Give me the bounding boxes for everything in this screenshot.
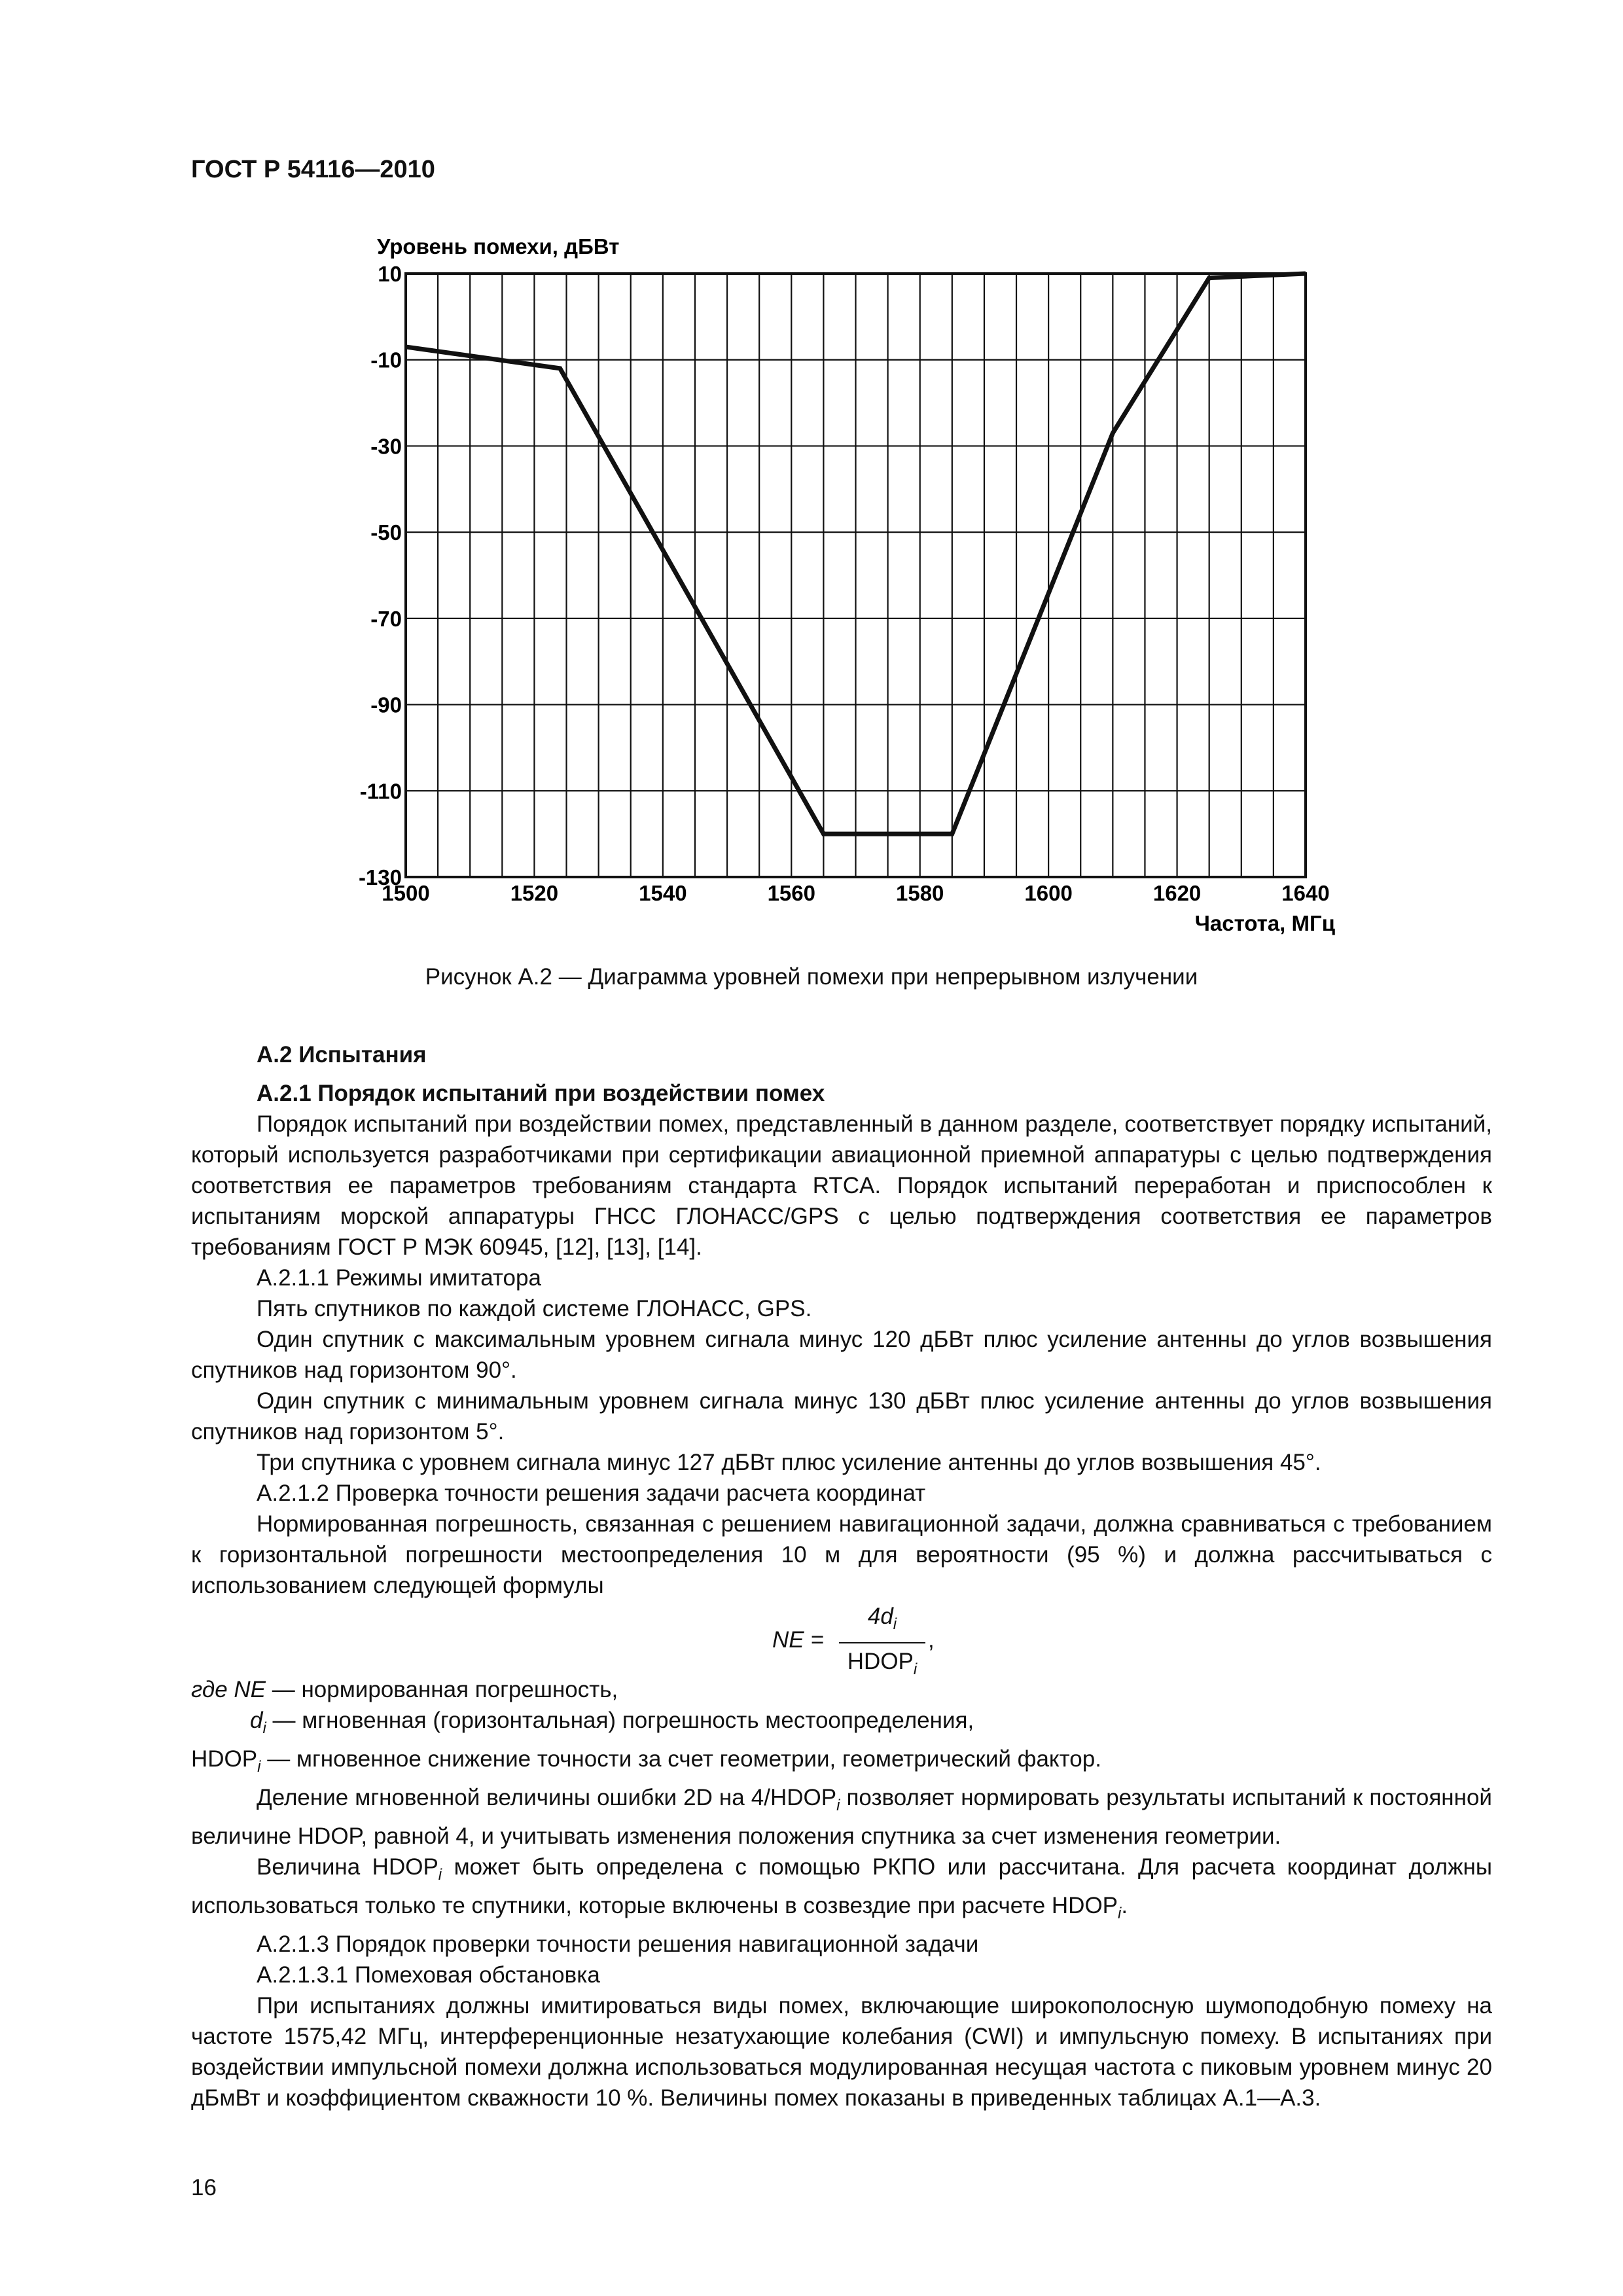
x-tick-label: 1640	[1281, 881, 1330, 905]
paragraph-interference-environment: При испытаниях должны имитироваться виды помех, включающие широкополосную шумоподобную помеху на частоте 1575,42 МГц, интерференционные незатухающие колебания (CWI) и импульсную помеху. В испытаниях при воздействии импульсной помехи должна использоваться модулированная несущая частота с пиковым уровнем минус 20 дБмВт и коэффициентом скважности 10 %. Величины помех показаны в приведенных таблицах А.1—А.3.	[191, 1993, 1492, 2111]
paragraph-five-satellites: Пять спутников по каждой системе ГЛОНАСС, GPS.	[257, 1296, 812, 1321]
x-tick-label: 1520	[510, 881, 559, 905]
formula-lhs: NE =	[772, 1627, 824, 1653]
figure-caption: Рисунок А.2 — Диаграмма уровней помехи при непрерывном излучении	[425, 964, 1198, 990]
x-tick-label: 1580	[896, 881, 944, 905]
y-tick-label: 10	[378, 262, 402, 286]
formula-numerator: $4d_i$	[839, 1601, 925, 1643]
y-tick-label: -130	[358, 865, 402, 889]
where-d: $d_i$ — мгновенная (горизонтальная) погрешность местоопределения,	[250, 1708, 974, 1737]
subsection-heading: А.2.1 Порядок испытаний при воздействии помех	[257, 1081, 825, 1106]
formula-comma: ,	[928, 1627, 935, 1653]
paragraph-three-satellites: Три спутника с уровнем сигнала минус 127 дБВт плюс усиление антенны до углов возвышения 45°.	[257, 1450, 1321, 1475]
x-tick-label: 1620	[1152, 881, 1202, 905]
paragraph-normalized-error: Нормированная погрешность, связанная с решением навигационной задачи, должна сравниваться с требованием к горизонтальной погрешности местоопределения 10 м для вероятности (95 %) и должна рассчитываться с использованием следующей формулы	[191, 1511, 1492, 1598]
section-heading: А.2 Испытания	[257, 1042, 427, 1067]
clause-a2-1-2: А.2.1.2 Проверка точности решения задачи расчета координат	[257, 1480, 926, 1506]
x-tick-label: 1560	[767, 881, 815, 905]
y-tick-label: -50	[370, 520, 402, 545]
interference-level-chart	[340, 223, 1335, 942]
body-text	[191, 1039, 1492, 2113]
formula-fraction	[839, 1601, 925, 1685]
where-ne: где NE — нормированная погрешность,	[191, 1677, 618, 1702]
x-axis-label: Частота, МГц	[1194, 911, 1335, 935]
document-header: ГОСТ Р 54116—2010	[191, 156, 435, 183]
y-tick-labels	[359, 262, 402, 889]
clause-a2-1-1: А.2.1.1 Режимы имитатора	[257, 1265, 541, 1291]
formula-ne	[191, 1601, 1492, 1678]
y-tick-label: -90	[370, 692, 402, 717]
x-tick-label: 1600	[1024, 881, 1073, 905]
page-number: 16	[191, 2175, 217, 2200]
y-axis-label: Уровень помехи, дБВт	[377, 234, 620, 259]
x-tick-label: 1540	[639, 881, 687, 905]
where-hdop: $HDOP_i$ — мгновенное снижение точности за счет геометрии, геометрический фактор.	[191, 1746, 1101, 1776]
formula-denominator: $HDOP_i$	[847, 1649, 918, 1678]
y-tick-label: -70	[370, 606, 402, 631]
paragraph-satellite-max: Один спутник с максимальным уровнем сигнала минус 120 дБВт плюс усиление антенны до углов возвышения спутников над горизонтом 90°.	[191, 1327, 1492, 1383]
paragraph-division: Деление мгновенной величины ошибки 2D на $4/HDOP_i$ позволяет нормировать результаты испытаний к постоянной величине HDOP, равной 4, и учитывать изменения положения спутника за счет изменения геометрии.	[191, 1785, 1492, 1849]
y-tick-label: -30	[370, 434, 402, 459]
y-tick-label: -110	[359, 779, 402, 804]
paragraph-satellite-min: Один спутник с минимальным уровнем сигнала минус 130 дБВт плюс усиление антенны до углов возвышения спутников над горизонтом 5°.	[191, 1388, 1492, 1444]
y-tick-label: -10	[370, 348, 402, 372]
x-tick-labels	[382, 881, 1329, 905]
paragraph-procedure: Порядок испытаний при воздействии помех, представленный в данном разделе, соответствует порядку испытаний, который используется разработчиками при сертификации авиационной приемной аппаратуры с целью подтверждения соответствия ее параметров требованиям стандарта RTCA. Порядок испытаний переработан и приспособлен к испытаниям морской аппаратуры ГНСС ГЛОНАСС/GPS с целью подтверждения соответствия ее параметров требованиям ГОСТ Р МЭК 60945, [12], [13], [14].	[191, 1111, 1492, 1260]
clause-a2-1-3-1: А.2.1.3.1 Помеховая обстановка	[257, 1962, 600, 1988]
clause-a2-1-3: А.2.1.3 Порядок проверки точности решения навигационной задачи	[257, 1931, 979, 1957]
x-tick-label: 1500	[382, 881, 430, 905]
paragraph-hdop: Величина $HDOP_i$ может быть определена с помощью РКПО или рассчитана. Для расчета координат должны использоваться только те спутники, которые включены в созвездие при расчете $HDOP_i$.	[191, 1854, 1492, 1922]
